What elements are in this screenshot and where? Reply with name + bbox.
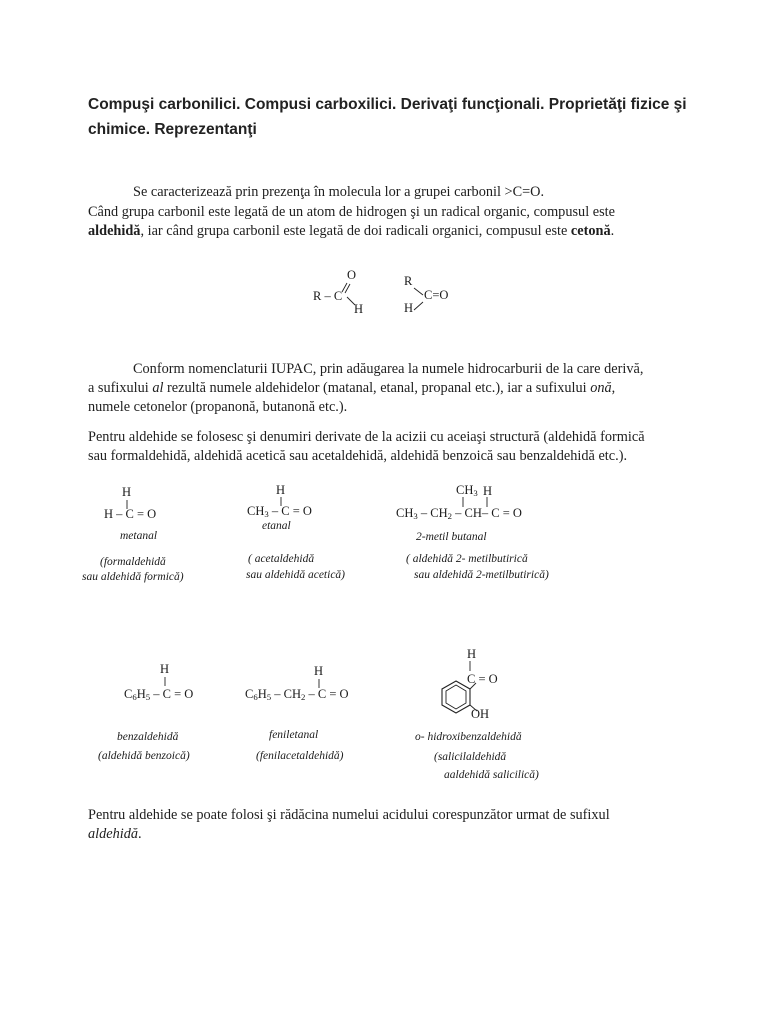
iupac-line-3: numele cetonelor (propanonă, butanonă etc.).: [88, 399, 348, 415]
salicyl-iupac-name: o- hidroxibenzaldehidă: [415, 731, 522, 743]
compound-2-metil-butanal: [390, 483, 570, 588]
etanal-formula-sub: 3: [264, 509, 269, 520]
intro-line-3: [88, 222, 614, 242]
footer-line-2-end: .: [138, 826, 142, 842]
benzaldehida-hydrogen: H: [160, 662, 170, 676]
metanal-common-name-2: sau aldehidă formică): [82, 571, 184, 583]
suffix-aldehida: aldehidă: [88, 826, 139, 842]
metanal-common-name-1: (formaldehidă: [100, 556, 166, 568]
footer-line-2: [88, 825, 142, 845]
etanal-iupac-name: etanal: [262, 520, 291, 532]
etanal-common-name-2: sau aldehidă acetică): [246, 569, 346, 581]
iupac-line-2-a: a sufixului: [88, 380, 153, 396]
iupac-line-1: Conform nomenclaturii IUPAC, prin adăugarea la numele hidrocarburii de la care derivă,: [133, 361, 644, 377]
feniletanal-common-name: (fenilacetaldehidă): [256, 750, 344, 762]
salicyl-hydrogen: H: [467, 647, 477, 661]
metanal-formula: H – C = O: [104, 507, 157, 521]
butanal-common-name-2: sau aldehidă 2-metilbutirică): [414, 569, 549, 581]
compound-o-hidroxibenzaldehida: [410, 645, 570, 785]
feniletanal-formula: $C_6H_5 - CH_2 - C = O$: [245, 687, 349, 703]
salicyl-carbonyl: C = O: [467, 672, 498, 686]
salicyl-common-name-1: (salicilaldehidă: [434, 751, 507, 763]
hydroxyl-group: OH: [471, 707, 490, 721]
suffix-ona: onă: [590, 380, 612, 396]
feniletanal-iupac-name: feniletanal: [269, 729, 319, 741]
compound-etanal: [240, 483, 370, 588]
benzaldehida-bond: [162, 677, 168, 687]
derived-names-line-2: sau formaldehidă, aldehidă acetică sau acetaldehidă, aldehidă benzoică sau benzaldehidă etc.).: [88, 448, 628, 464]
etanal-formula-a: CH: [247, 504, 265, 518]
ketone-radical: R: [404, 274, 413, 288]
etanal-common-name-1: ( acetaldehidă: [248, 553, 315, 565]
butanal-common-name-1: ( aldehidă 2- metilbutirică: [406, 553, 528, 565]
footer-line-1: Pentru aldehide se poate folosi şi rădăcina numelui acidului corespunzător urmat de sufixul: [88, 807, 610, 823]
general-formulas: [300, 262, 480, 322]
page-title-line-2: chimice. Reprezentanţi: [88, 121, 257, 138]
derived-names-line-1: Pentru aldehide se folosesc şi denumiri derivate de la acizii cu aceiaşi structură (aldehidă formică: [88, 429, 645, 445]
ketone-hydrogen: H: [404, 301, 414, 315]
page-title: [88, 92, 688, 142]
aldehyde-hydrogen: H: [354, 302, 364, 316]
iupac-line-2-c: ,: [611, 380, 616, 396]
iupac-line-2-b: rezultă numele aldehidelor (matanal, etanal, propanal etc.), iar a sufixului: [163, 380, 591, 396]
methyl-group: [456, 483, 478, 498]
intro-line-3-mid: , iar când grupa carbonil este legată de doi radicali organici, compusul este: [140, 223, 571, 239]
compound-feniletanal: [240, 660, 390, 770]
intro-line-2: Când grupa carbonil este legată de un atom de hidrogen şi un radical organic, compusul este: [88, 204, 615, 220]
benzaldehida-iupac-name: benzaldehidă: [117, 731, 179, 743]
methyl-group-sub: 3: [473, 488, 478, 499]
aldehyde-chain: R – C: [313, 289, 343, 303]
aldehyde-oxygen: O: [347, 268, 357, 282]
etanal-formula-b: – C = O: [268, 504, 312, 518]
benzaldehida-formula: $C_6H_5 - C = O$: [124, 687, 194, 703]
etanal-hydrogen: H: [276, 483, 286, 497]
compound-benzaldehida: [96, 660, 226, 770]
feniletanal-hydrogen: H: [314, 664, 324, 678]
term-cetona: cetonă: [570, 223, 611, 239]
intro-line-1: Se caracterizează prin prezenţa în molecula lor a grupei carbonil >C=O.: [133, 184, 545, 200]
methyl-group-a: CH: [456, 483, 474, 497]
metanal-iupac-name: metanal: [120, 530, 158, 542]
salicyl-common-name-2: aaldehidă salicilică): [444, 769, 539, 781]
butanal-iupac-name: 2-metil butanal: [416, 531, 487, 543]
etanal-formula: [247, 504, 312, 519]
intro-line-3-end: .: [610, 223, 615, 239]
iupac-line-2: [88, 379, 615, 399]
butanal-formula: $CH_3 - CH_2 - CH-$ C = O: [396, 506, 522, 522]
suffix-al: al: [152, 380, 164, 396]
compound-metanal: [80, 485, 220, 590]
page-title-line-1: Compuşi carbonilici. Compusi carboxilici. Derivaţi funcţionali. Proprietăţi fizice şi: [88, 96, 687, 113]
butanal-hydrogen: H: [483, 484, 493, 498]
benzaldehida-common-name: (aldehidă benzoică): [98, 750, 190, 762]
term-aldehida: aldehidă: [88, 223, 141, 239]
metanal-hydrogen: H: [122, 485, 132, 499]
ketone-carbonyl: C=O: [424, 288, 449, 302]
